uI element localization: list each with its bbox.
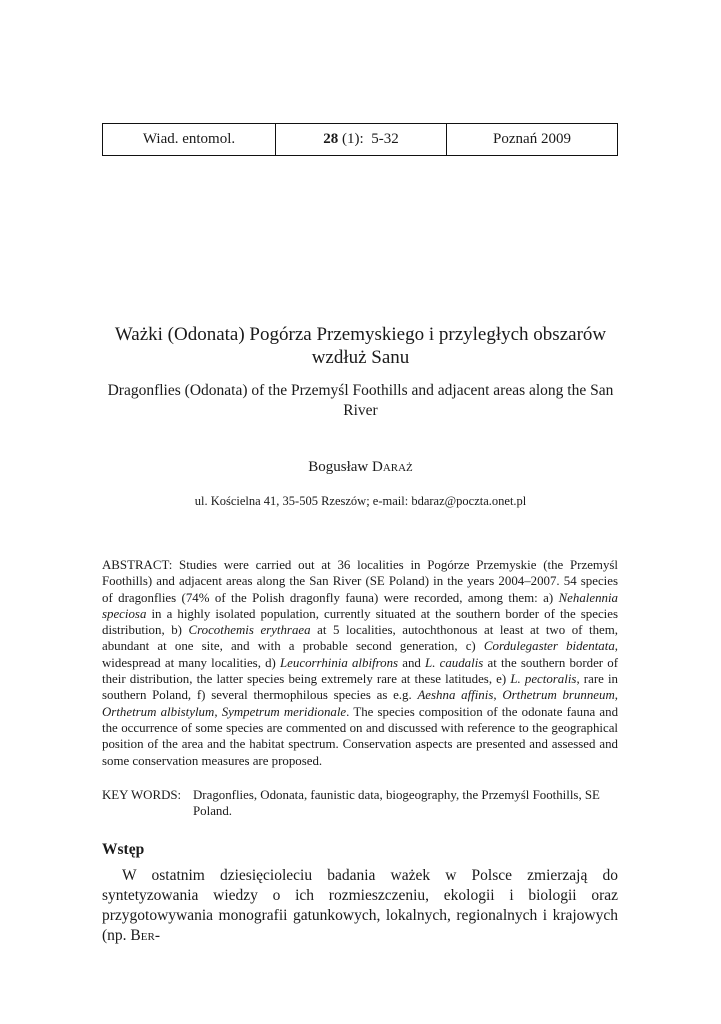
abstract-text: , bbox=[493, 688, 503, 703]
author-address: ul. Kościelna 41, 35-505 Rzeszów; e-mail: bdaraz@poczta.onet.pl bbox=[194, 494, 527, 508]
species-name: Aeshna affinis bbox=[417, 688, 494, 703]
volume-number: 28 bbox=[323, 131, 339, 147]
title-english: Dragonflies (Odonata) of the Przemyśl Foothills and adjacent areas along the San River bbox=[107, 382, 614, 419]
species-name: Cordulegaster bidentata bbox=[483, 639, 615, 654]
journal-name: Wiad. entomol. bbox=[103, 124, 276, 155]
abstract-text: . The species composition of the odonate fauna and the occurrence of some species are commented on and discussed with reference to the geographical position of the area and the habitat spectrum. Conservation aspects are presented and assessed and some conservation measures are proposed. bbox=[102, 704, 619, 768]
abstract-text: , widespread at many localities, d) bbox=[102, 639, 618, 670]
abstract-label: ABSTRACT bbox=[102, 558, 169, 572]
author-surname: Daraż bbox=[371, 459, 413, 475]
title-polish: Ważki (Odonata) Pogórza Przemyskiego i przyległych obszarów wzdłuż Sanu bbox=[114, 324, 607, 368]
abstract-text: , rare in southern Poland, f) several thermophilous species as e.g. bbox=[102, 672, 618, 703]
place-year: Poznań 2009 bbox=[493, 131, 571, 147]
species-name: Leucorrhinia albifrons bbox=[280, 655, 399, 670]
keywords bbox=[102, 787, 618, 820]
species-name: Orthetrum albistylum bbox=[102, 704, 215, 719]
issue-pages: (1): 5-32 bbox=[338, 131, 399, 147]
volume-issue-pages bbox=[276, 124, 447, 155]
species-name: L. caudalis bbox=[425, 655, 484, 670]
abstract-text: , bbox=[614, 688, 618, 703]
abstract-text: at 5 localities, autochthonous at least at two of them, abundant at one site, and with a probable second generation, c) bbox=[102, 623, 618, 654]
citation-author: Ber- bbox=[130, 927, 160, 944]
journal-header-box bbox=[102, 123, 618, 156]
section-body bbox=[102, 866, 618, 946]
keywords-text: Dragonflies, Odonata, faunistic data, biogeography, the Przemyśl Foothills, SE Poland. bbox=[193, 788, 600, 819]
abstract-text: at the southern border of their distribution, the latter species being extremely rare at these latitudes, e) bbox=[102, 655, 618, 687]
species-name: Nehalennia speciosa bbox=[102, 590, 618, 621]
abstract-text: : Studies were carried out at 36 localities in Pogórze Przemyskie (the Przemyśl Foothills) and adjacent areas along the San River (SE Poland) in the years 2004–2007. 54 species of dragonflies (74% of the Polish dragonfly fauna) were recorded, among them: a) bbox=[102, 558, 618, 605]
section-title: Wstęp bbox=[102, 841, 145, 858]
author bbox=[100, 459, 621, 476]
keywords-label: KEY WORDS: bbox=[102, 788, 182, 802]
abstract-text: and bbox=[398, 655, 426, 670]
species-name: Sympetrum meridionale bbox=[221, 704, 347, 719]
section-text: W ostatnim dziesięcioleciu badania ważek w Polsce zmierzają do syntetyzowania wiedzy o ich rozmieszczeniu, ekologii i biologii oraz przygotowywania monografii gatunkowych, lokalnych, regionalnych i krajowych (np. bbox=[102, 867, 618, 944]
author-first-name: Bogusław bbox=[308, 459, 369, 475]
abstract-text: in a highly isolated population, currently situated at the southern border of the species distribution, b) bbox=[102, 606, 618, 638]
abstract bbox=[102, 557, 618, 769]
species-name: L. pectoralis bbox=[510, 672, 577, 687]
abstract-text: , bbox=[214, 704, 222, 719]
species-name: Orthetrum brunneum bbox=[502, 688, 615, 703]
species-name: Crocothemis erythraea bbox=[188, 623, 311, 638]
